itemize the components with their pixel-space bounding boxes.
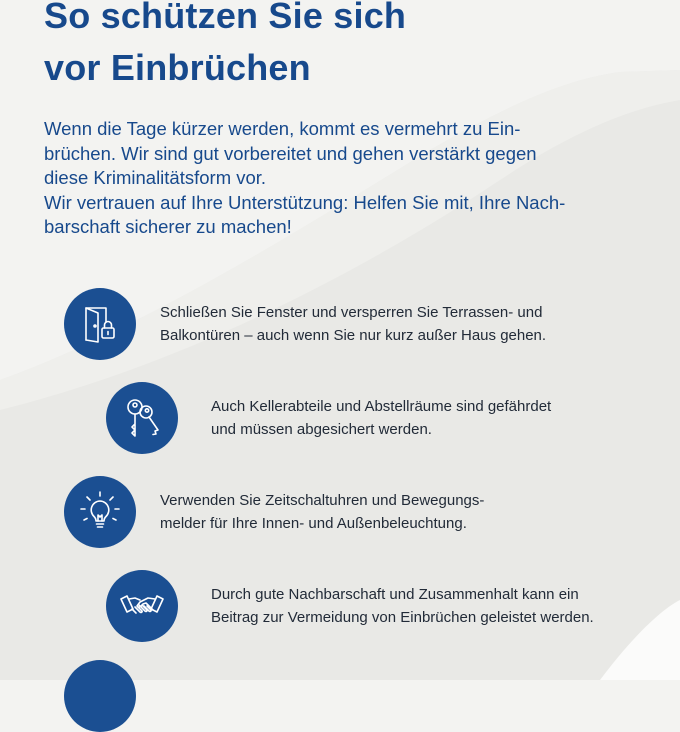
handshake-icon bbox=[118, 582, 166, 630]
title-line-1: So schützen Sie sich bbox=[44, 0, 407, 36]
tip-text-line-2: Beitrag zur Vermeidung von Einbrüchen geleistet werden. bbox=[211, 609, 594, 626]
tip-text-line-1: Verwenden Sie Zeitschaltuhren und Bewegungs- bbox=[160, 491, 485, 509]
tip-text bbox=[211, 583, 594, 630]
lightbulb-icon bbox=[76, 488, 124, 536]
tip-text-line-2: Balkontüren – auch wenn Sie nur kurz außer Haus gehen. bbox=[160, 327, 547, 344]
tip-text-line-2: melder für Ihre Innen- und Außenbeleuchtung. bbox=[160, 515, 467, 532]
tip-lighting bbox=[64, 476, 484, 548]
partial-icon bbox=[76, 672, 124, 720]
intro-line-2: brüchen. Wir sind gut vorbereitet und gehen verstärkt gegen bbox=[44, 142, 537, 164]
door-lock-icon bbox=[76, 300, 124, 348]
intro-line-4: Wir vertrauen auf Ihre Unterstützung: Helfen Sie mit, Ihre Nach- bbox=[44, 191, 566, 213]
title-line-2: vor Einbrüchen bbox=[44, 47, 311, 88]
intro-line-1: Wenn die Tage kürzer werden, kommt es vermehrt zu Ein- bbox=[44, 118, 521, 139]
intro-line-5: barschaft sicherer zu machen! bbox=[44, 216, 292, 237]
tip-text bbox=[160, 489, 484, 536]
page-title bbox=[44, 0, 604, 94]
tip-icon-circle bbox=[64, 476, 136, 548]
keys-icon bbox=[118, 394, 166, 442]
tip-icon-circle bbox=[64, 660, 136, 732]
tip-text bbox=[160, 301, 546, 348]
intro-paragraph bbox=[44, 117, 664, 240]
tip-partial bbox=[64, 660, 136, 732]
tip-icon-circle bbox=[106, 570, 178, 642]
intro-line-3: diese Kriminalitätsform vor. bbox=[44, 167, 267, 188]
tip-text bbox=[211, 395, 551, 442]
tip-text-line-1: Schließen Sie Fenster und versperren Sie Terrassen- und bbox=[160, 303, 543, 321]
tip-icon-circle bbox=[64, 288, 136, 360]
tip-windows-doors bbox=[64, 288, 546, 360]
tip-text-line-2: und müssen abgesichert werden. bbox=[211, 421, 432, 438]
tip-basement-storage bbox=[106, 382, 551, 454]
tip-text-line-1: Durch gute Nachbarschaft und Zusammenhalt kann ein bbox=[211, 585, 579, 603]
tip-text-line-1: Auch Kellerabteile und Abstellräume sind gefährdet bbox=[211, 397, 552, 415]
tip-icon-circle bbox=[106, 382, 178, 454]
tip-neighbourhood bbox=[106, 570, 594, 642]
